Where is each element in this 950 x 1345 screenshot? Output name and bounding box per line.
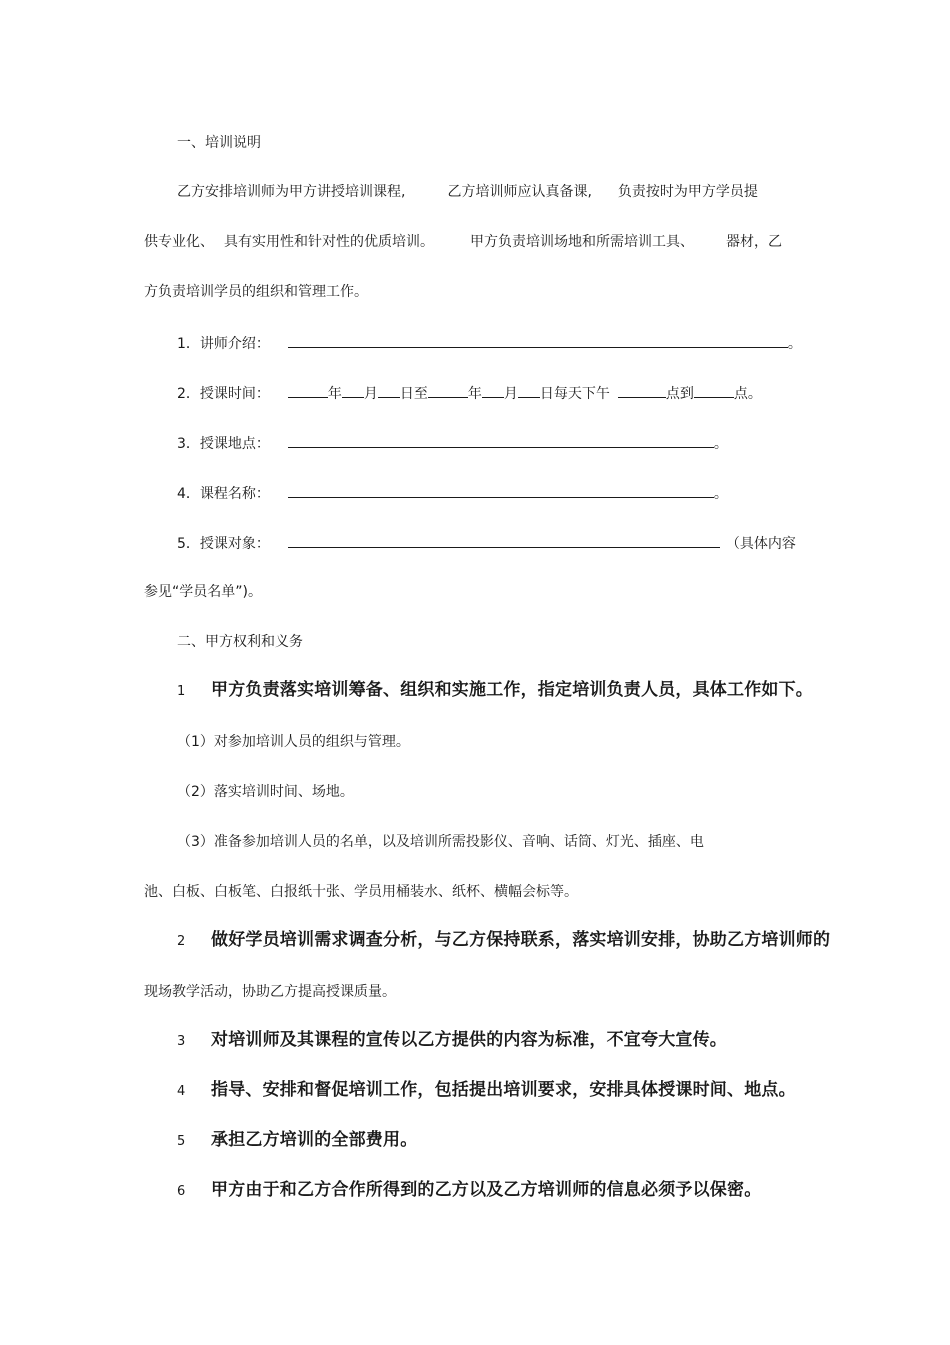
year-blank[interactable] [288, 383, 328, 398]
class-time-row [177, 383, 762, 403]
sub-item-3: （3）准备参加培训人员的名单，以及培训所需投影仪、音响、话筒、灯光、插座、电 [177, 834, 704, 850]
trainer-intro-blank[interactable] [288, 333, 788, 348]
daily-afternoon-text: 日每天下午 [539, 386, 610, 402]
sub-item-3-cont: 池、白板、白板笔、白报纸十张、学员用桶装水、纸杯、横幅会标等。 [144, 884, 578, 900]
duty-6-text: 甲方由于和乙方合作所得到的乙方以及乙方培训师的信息必须予以保密。 [211, 1180, 762, 1200]
duty-2-text: 做好学员培训需求调查分析，与乙方保持联系，落实培训安排，协助乙方培训师的 [211, 930, 831, 950]
class-place-label: 3．授课地点： [177, 436, 270, 452]
day-blank[interactable] [378, 383, 400, 398]
duty-2 [177, 929, 830, 953]
year-text: 年 [327, 386, 342, 402]
section1-para-line3: 方负责培训学员的组织和管理工作。 [144, 284, 368, 300]
trainer-intro-label: 1．讲师介绍： [177, 336, 270, 352]
duty-4 [177, 1079, 796, 1103]
duty-4-number: 4 [177, 1084, 186, 1099]
audience-cont: 参见“学员名单”)。 [144, 584, 262, 600]
course-name-end: 。 [713, 486, 728, 502]
sub-item-1: （1）对参加培训人员的组织与管理。 [177, 734, 410, 750]
month-text: 月 [363, 386, 378, 402]
duty-1-number: 1 [177, 684, 186, 699]
trainer-intro-end: 。 [787, 336, 802, 352]
year2-text: 年 [467, 386, 482, 402]
section2-heading: 二、甲方权利和义务 [177, 634, 303, 650]
audience-blank[interactable] [288, 533, 720, 548]
day2-blank[interactable] [518, 383, 540, 398]
para-fragment: 器材，乙 [726, 234, 782, 250]
duty-6-number: 6 [177, 1184, 186, 1199]
duty-3-text: 对培训师及其课程的宣传以乙方提供的内容为标准，不宜夸大宣传。 [211, 1030, 727, 1050]
class-place-row [177, 433, 728, 453]
trainer-intro-row [177, 333, 802, 353]
audience-row [177, 533, 796, 553]
day-to-text: 日至 [399, 386, 428, 402]
duty-5 [177, 1129, 417, 1153]
duty-2-number: 2 [177, 934, 186, 949]
duty-3-number: 3 [177, 1034, 186, 1049]
audience-end: （具体内容 [725, 536, 796, 552]
hour-to-text: 点到 [665, 386, 694, 402]
para-fragment: 供专业化、 [144, 234, 214, 250]
duty-2-cont: 现场教学活动，协助乙方提高授课质量。 [144, 984, 396, 1000]
duty-4-text: 指导、安排和督促培训工作，包括提出培训要求，安排具体授课时间、地点。 [211, 1080, 796, 1100]
course-name-row [177, 483, 728, 503]
month2-blank[interactable] [482, 383, 504, 398]
year2-blank[interactable] [428, 383, 468, 398]
hour-end-text: 点。 [733, 386, 762, 402]
month-blank[interactable] [342, 383, 364, 398]
duty-5-text: 承担乙方培训的全部费用。 [211, 1130, 418, 1150]
para-fragment: 负责按时为甲方学员提 [617, 184, 758, 200]
duty-5-number: 5 [177, 1134, 186, 1149]
course-name-blank[interactable] [288, 483, 714, 498]
duty-1 [177, 679, 813, 703]
duty-1-text: 甲方负责落实培训筹备、组织和实施工作，指定培训负责人员，具体工作如下。 [211, 680, 813, 700]
para-fragment: 甲方负责培训场地和所需培训工具、 [470, 234, 694, 250]
course-name-label: 4．课程名称： [177, 486, 270, 502]
class-time-label: 2．授课时间： [177, 386, 270, 402]
class-place-blank[interactable] [288, 433, 714, 448]
class-place-end: 。 [713, 436, 728, 452]
hour-start-blank[interactable] [618, 383, 666, 398]
para-fragment: 乙方安排培训师为甲方讲授培训课程, [177, 184, 406, 200]
duty-3 [177, 1029, 727, 1053]
month2-text: 月 [503, 386, 518, 402]
para-fragment: 乙方培训师应认真备课, [447, 184, 592, 200]
section1-para-line2 [144, 233, 782, 251]
hour-end-blank[interactable] [694, 383, 734, 398]
duty-6 [177, 1179, 761, 1203]
sub-item-2: （2）落实培训时间、场地。 [177, 784, 354, 800]
para-fragment: 具有实用性和针对性的优质培训。 [224, 234, 434, 250]
section1-para-line1 [177, 183, 758, 201]
audience-label: 5．授课对象： [177, 536, 270, 552]
section1-heading: 一、培训说明 [177, 135, 261, 151]
